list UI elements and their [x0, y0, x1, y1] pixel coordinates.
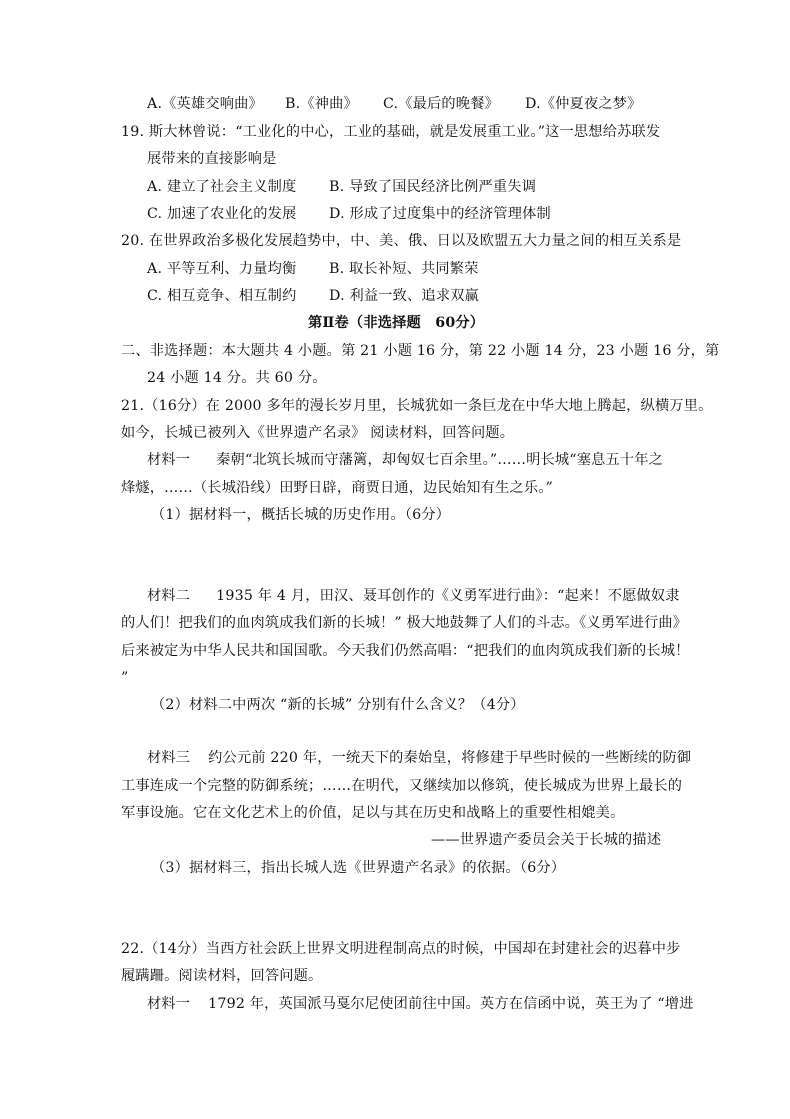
q21-material2-line1 — [147, 586, 680, 606]
q18-option-d: D.《仲夏夜之梦》 — [525, 96, 642, 112]
q18-option-a: A.《英雄交响曲》 — [147, 96, 263, 112]
q21-material3-label: 材料三 — [147, 750, 191, 766]
q21-material2-label: 材料二 — [147, 588, 191, 604]
q21-material3-line1 — [147, 748, 691, 768]
section2-intro-line1: 二、非选择题：本大题共 4 小题。第 21 小题 16 分，第 22 小题 14 分，23 小题 16 分，第 — [121, 343, 720, 359]
q19-options-row-1 — [147, 177, 536, 197]
q19-option-a: A. 建立了社会主义制度 — [147, 179, 297, 195]
section2-intro-line2: 24 小题 14 分。共 60 分。 — [147, 370, 327, 386]
q20-option-c: C. 相互竞争、相互制约 — [147, 288, 297, 304]
q21-material1-line2: 烽燧，……（长城沿线）田野日辟，商贾日通，边民始知有生之乐。” — [121, 480, 553, 496]
section2-title: 第Ⅱ卷（非选择题 60分） — [308, 315, 485, 331]
q21-stem-line2: 如今，长城已被列入《世界遗产名录》 阅读材料，回答问题。 — [121, 425, 515, 441]
q21-material3-line2: 工事连成一个完整的防御系统；……在明代，又继续加以修筑，使长城成为世界上最长的 — [121, 778, 683, 794]
q21-material1-line1 — [147, 450, 663, 470]
q22-stem-line1: 22.（14分）当西方社会跃上世界文明进程制高点的时候，中国却在封建社会的迟暮中步 — [121, 941, 681, 957]
q18-option-c: C.《最后的晚餐》 — [383, 96, 499, 112]
q21-material2-text: 1935 年 4 月，田汉、聂耳创作的《义勇军进行曲》：“起来！不愿做奴隶 — [216, 588, 680, 604]
q20-options-row-2 — [147, 286, 479, 306]
q19-option-b: B. 导致了国民经济比例严重失调 — [329, 179, 537, 195]
q20-options-row-1 — [147, 259, 479, 279]
q21-subquestion2: （2）材料二中两次 “新的长城” 分别有什么含义？（4分） — [151, 697, 525, 713]
q21-subquestion1: （1）据材料一，概括长城的历史作用。（6分） — [151, 507, 451, 523]
q22-material1-line1 — [147, 994, 694, 1014]
q22-material1-text: 1792 年，英国派马戛尔尼使团前往中国。英方在信函中说，英王为了 “增进 — [208, 996, 694, 1012]
q20-stem: 20. 在世界政治多极化发展趋势中，中、美、俄、日以及欧盟五大力量之间的相互关系是 — [121, 233, 682, 249]
q19-option-c: C. 加速了农业化的发展 — [147, 206, 297, 222]
q21-material2-line3: 后来被定为中华人民共和国国歌。今天我们仍然高唱：“把我们的血肉筑成我们新的长城！ — [121, 643, 690, 659]
q19-options-row-2 — [147, 204, 551, 224]
q20-option-a: A. 平等互利、力量均衡 — [147, 261, 297, 277]
q21-subquestion3: （3）据材料三，指出长城人选《世界遗产名录》的依据。（6分） — [151, 860, 566, 876]
q21-material2-line2: 的人们！把我们的血肉筑成我们新的长城！” 极大地鼓舞了人们的斗志。《义勇军进行曲》 — [121, 615, 688, 631]
q19-option-d: D. 形成了过度集中的经济管理体制 — [329, 206, 551, 222]
q19-stem-line2: 展带来的直接影响是 — [147, 151, 277, 167]
q22-stem-line2: 履蹒跚。阅读材料，回答问题。 — [121, 968, 323, 984]
q18-options-row — [147, 94, 642, 114]
q21-material3-source: ——世界遗产委员会关于长城的描述 — [431, 832, 662, 848]
q21-material2-line4: ” — [121, 670, 129, 686]
q21-material3-text: 约公元前 220 年，一统天下的秦始皇，将修建于早些时候的一些断续的防御 — [208, 750, 692, 766]
q20-option-b: B. 取长补短、共同繁荣 — [329, 261, 479, 277]
q21-material1-label: 材料一 — [147, 452, 191, 468]
q21-stem-line1: 21.（16分）在 2000 多年的漫长岁月里，长城犹如一条巨龙在中华大地上腾起，纵横万里。 — [121, 398, 713, 414]
q21-material3-line3: 军事设施。它在文化艺术上的价值，足以与其在历史和战略上的重要性相媲美。 — [121, 805, 625, 821]
q19-stem-line1: 19. 斯大林曾说：“工业化的中心，工业的基础，就是发展重工业。”这一思想给苏联发 — [121, 124, 661, 140]
q20-option-d: D. 利益一致、追求双赢 — [329, 288, 479, 304]
q22-material1-label: 材料一 — [147, 996, 191, 1012]
q18-option-b: B.《神曲》 — [285, 96, 358, 112]
q21-material1-text: 秦朝“北筑长城而守藩篱，却匈奴七百余里。”……明长城“塞息五十年之 — [216, 452, 664, 468]
